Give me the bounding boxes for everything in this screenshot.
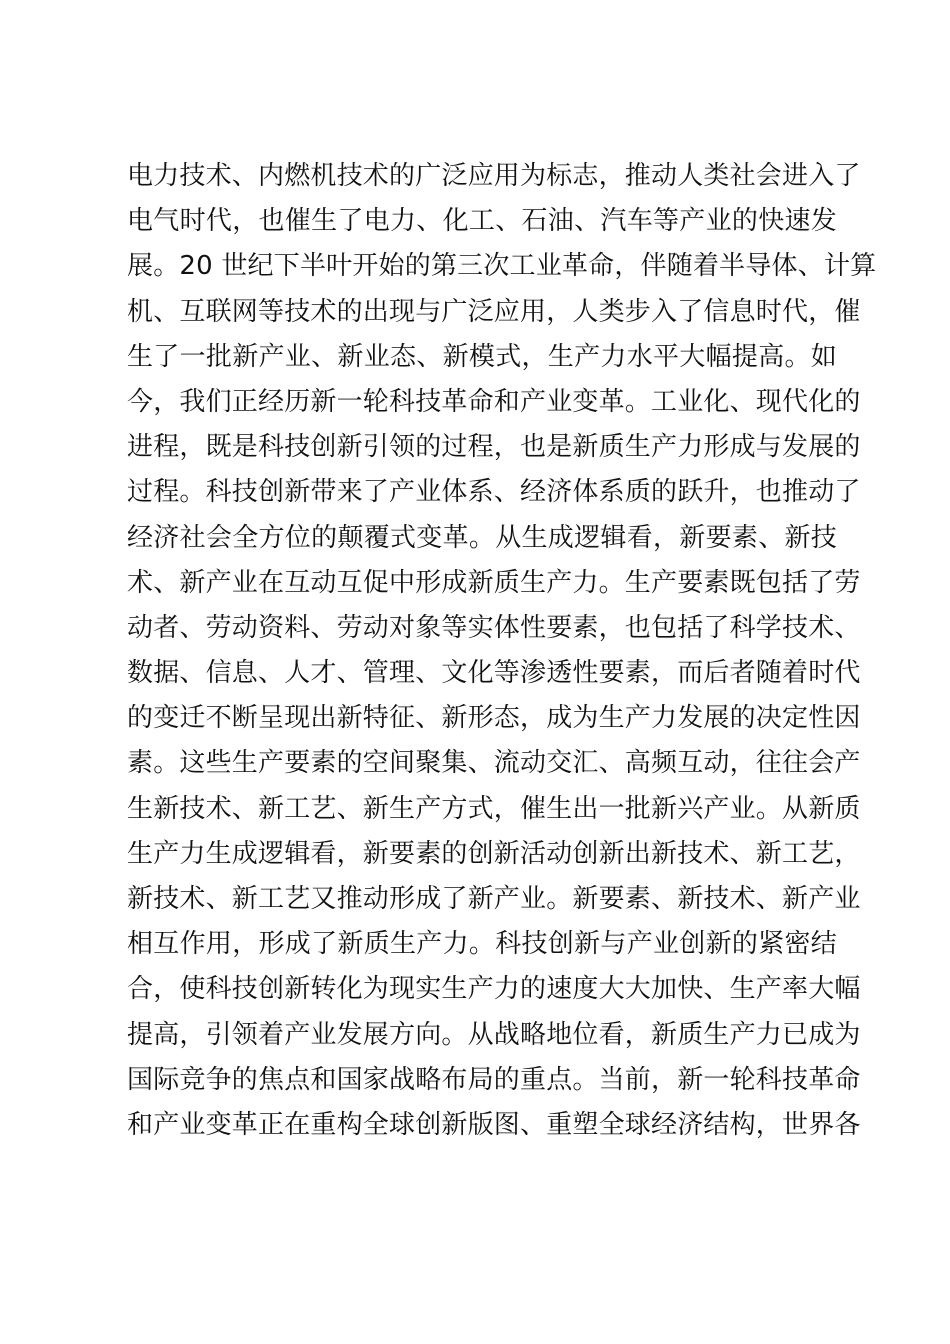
text-line: 生新技术、新工艺、新生产方式，催生出一批新兴产业。从新质 bbox=[127, 793, 861, 824]
text-line: 机、互联网等技术的出现与广泛应用，人类步入了信息时代，催 bbox=[127, 296, 861, 327]
text-line: 今，我们正经历新一轮科技革命和产业变革。工业化、现代化的 bbox=[127, 386, 861, 417]
text-line: 电力技术、内燃机技术的广泛应用为标志，推动人类社会进入了 bbox=[127, 161, 861, 191]
text-line: 进程，既是科技创新引领的过程，也是新质生产力形成与发展的 bbox=[127, 432, 861, 463]
text-line: 经济社会全方位的颠覆式变革。从生成逻辑看，新要素、新技 bbox=[127, 522, 837, 553]
text-line: 生了一批新产业、新业态、新模式，生产力水平大幅提高。如 bbox=[127, 341, 837, 372]
text-line: 的变迁不断呈现出新特征、新形态，成为生产力发展的决定性因 bbox=[127, 703, 861, 734]
text-line: 电气时代，也催生了电力、化工、石油、汽车等产业的快速发 bbox=[127, 206, 837, 237]
text-line: 术、新产业在互动互促中形成新质生产力。生产要素既包括了劳 bbox=[127, 567, 861, 598]
text-line: 相互作用，形成了新质生产力。科技创新与产业创新的紧密结 bbox=[127, 929, 837, 960]
text-line: 和产业变革正在重构全球创新版图、重塑全球经济结构，世界各 bbox=[127, 1109, 861, 1140]
text-line: 新技术、新工艺又推动形成了新产业。新要素、新技术、新产业 bbox=[127, 884, 861, 914]
body-paragraph bbox=[127, 154, 877, 1148]
text-line: 过程。科技创新带来了产业体系、经济体系质的跃升，也推动了 bbox=[127, 477, 861, 508]
text-line: 数据、信息、人才、管理、文化等渗透性要素，而后者随着时代 bbox=[127, 658, 861, 689]
text-line: 素。这些生产要素的空间聚集、流动交汇、高频互动，往往会产 bbox=[127, 748, 861, 779]
text-line: 展。20 世纪下半叶开始的第三次工业革命，伴随着半导体、计算 bbox=[127, 251, 877, 282]
text-line: 提高，引领着产业发展方向。从战略地位看，新质生产力已成为 bbox=[127, 1019, 861, 1050]
text-line: 生产力生成逻辑看，新要素的创新活动创新出新技术、新工艺， bbox=[127, 838, 861, 869]
text-line: 动者、劳动资料、劳动对象等实体性要素，也包括了科学技术、 bbox=[127, 612, 861, 643]
text-line: 国际竞争的焦点和国家战略布局的重点。当前，新一轮科技革命 bbox=[127, 1064, 861, 1095]
text-line: 合，使科技创新转化为现实生产力的速度大大加快、生产率大幅 bbox=[127, 974, 861, 1005]
